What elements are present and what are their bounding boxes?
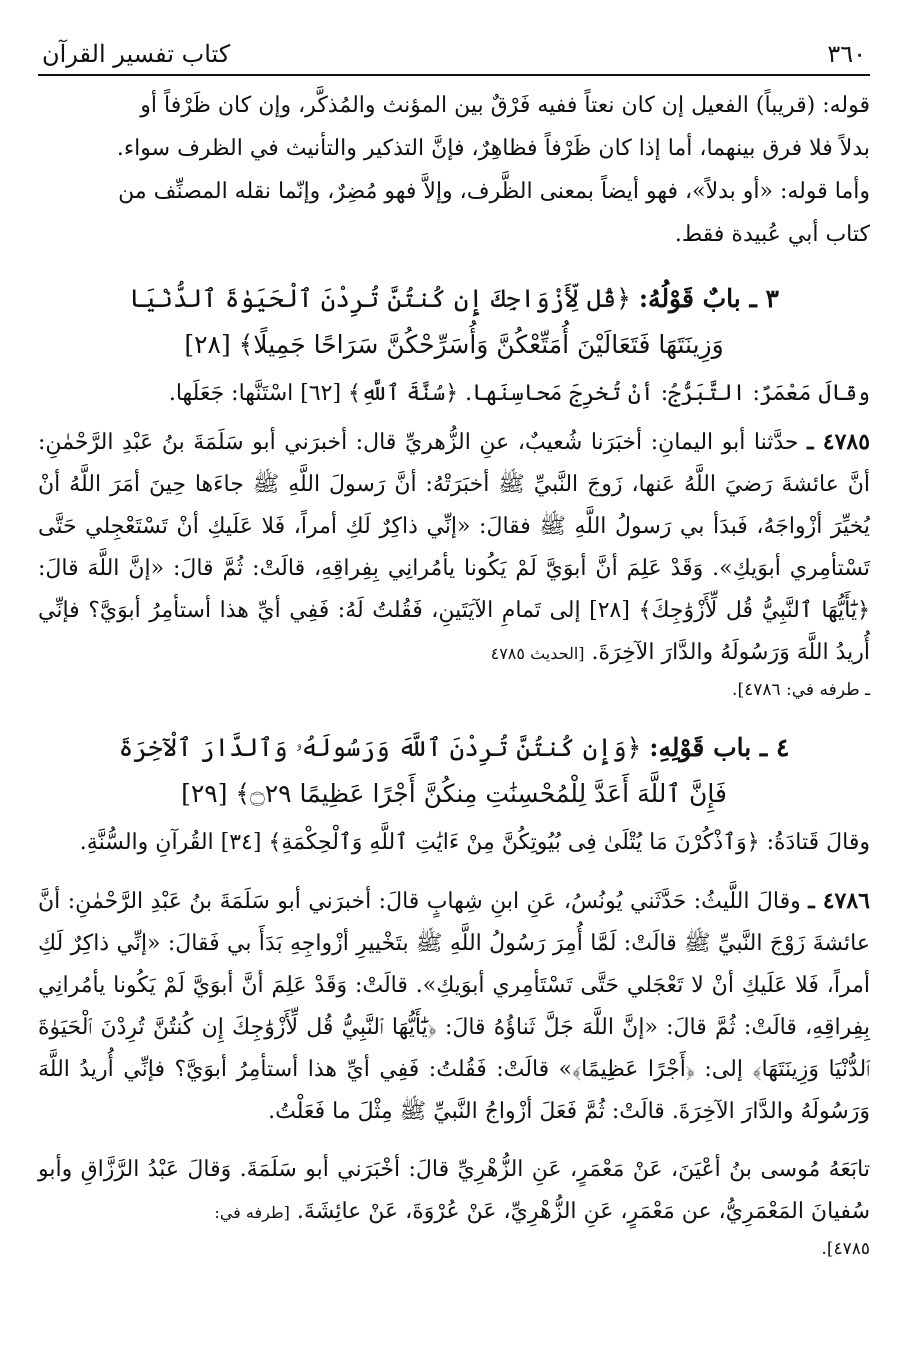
spacer xyxy=(38,1133,870,1143)
chapter-3-commentary: وقالَ مَعْمَرٌ: التَّبَرُّجُ: أنْ تُخرِجَ مَحاسِنَها. ﴿سُنَّةَ ٱللَّهِ﴾ [٦٢] اسْتَنَّها: جَعَلَها. xyxy=(168,381,870,406)
hadith-number: ٤٧٨٦ ـ xyxy=(808,888,870,914)
intro-line: قوله: (قريباً) الفعيل إن كان نعتاً ففيه فَرْقٌ بين المؤنث والمُذكَّر، وإن كان ظَرْفاً أو xyxy=(140,93,870,118)
cross-reference: ـ طرفه في: ٤٧٨٦]. xyxy=(732,680,870,700)
hadith-number: ٤٧٨٥ ـ xyxy=(807,429,871,455)
running-head xyxy=(38,40,870,74)
followup-note: [طرفه في: xyxy=(214,1203,290,1222)
chapter-4-commentary: وقالَ قَتادَةُ: ﴿وَٱذْكُرْنَ مَا يُتْلَىٰ فِى بُيُوتِكُنَّ مِنْ ءَايَٰتِ ٱللَّهِ وَٱلْحِكْمَةِ﴾ [٣٤] القُرآنِ والسُّنَّةِ. xyxy=(79,830,870,855)
chapter-4-title: ٤ ـ باب قَوْلِهِ: xyxy=(649,733,790,762)
hadith-4785 xyxy=(38,421,870,675)
hadith-text: وقالَ اللَّيثُ: حَدَّثَني يُونُسُ، عَنِ ابنِ شِهابٍ قالَ: أخبرَني أبو سَلَمَةَ بنُ عَبْدِ الرَّحْمٰنِ: أنَّ عائشةَ زَوْجَ النَّبيِّ ﷺ قالَتْ: لَمَّا أُمِرَ رَسُولُ اللَّهِ ﷺ بتَخْييرِ أزْواجِهِ بَدَأَ بي فَقالَ: «إنِّي ذاكِرٌ لَكِ أمراً، فَلا عَلَيكِ أنْ لا تَعْجَلي حَتَّى تَسْتَأمِري أبوَيكِ». قالَتْ: وَقَدْ عَلِمَ أنَّ أبوَيَّ لَمْ يَكُونا يأمُرانِي بِفِراقِهِ، قالَتْ: ثُمَّ قالَ: «إنَّ اللَّهَ جَلَّ ثَناؤُهُ قالَ: ﴿يَٰٓأَيُّهَا ٱلنَّبِيُّ قُل لِّأَزْوَٰجِكَ إِن كُنتُنَّ تُرِدْنَ ٱلْحَيَوٰةَ ٱلدُّنْيَا وَزِينَتَهَا﴾ إلى: ﴿أَجْرًا عَظِيمًا﴾» قالَتْ: فَقُلتُ: فَفِي أيِّ هذا أستأمِرُ أبوَيَّ؟ فإنِّي أُريدُ اللَّهَ وَرَسُولَهُ والدَّارَ الآخِرَةَ. قالَتْ: ثُمَّ فَعَلَ أزْواجُ النَّبيِّ ﷺ مِثْلَ ما فَعَلْتُ. xyxy=(38,889,870,1124)
book-title: كتاب تفسير القرآن xyxy=(42,40,231,68)
followup-text: تابَعَهُ مُوسى بنُ أعْيَنَ، عَنْ مَعْمَرٍ، عَنِ الزُّهْرِيِّ قالَ: أخْبَرَني أبو سَلَمَةَ. وَقالَ عَبْدُ الرَّزَّاقِ وأبو سُفيانَ المَعْمَرِيُّ، عن مَعْمَرٍ، عَنِ الزُّهْرِيِّ، عَنْ عُرْوَةَ، عَنْ عائِشَةَ. xyxy=(38,1157,870,1224)
page-number: ٣٦٠ xyxy=(827,40,866,68)
intro-line: بدلاً فلا فرق بينهما، أما إذا كان ظَرْفاً فظاهِرٌ، فإنَّ التذكير والتأنيث في الظرف سواء. xyxy=(116,136,870,161)
chapter-3-verse-line-2: وَزِينَتَهَا فَتَعَالَيْنَ أُمَتِّعْكُنَّ وَأُسَرِّحْكُنَّ سَرَاحًا جَمِيلًا﴾ [٢٨] xyxy=(184,330,724,359)
intro-line: وأما قوله: «أو بدلاً»، فهو أيضاً بمعنى الظَّرف، وإلاَّ فهو مُضِرٌ، وإنّما نقله المصنِّف من xyxy=(118,179,870,204)
chapter-4-verse-line-2: فَإِنَّ ٱللَّهَ أَعَدَّ لِلْمُحْسِنَٰتِ مِنكُنَّ أَجْرًا عَظِيمًا ۝٢٩﴾ [٢٩] xyxy=(181,779,727,808)
chapter-3-title: ٣ ـ بابٌ قَوْلُهُ: xyxy=(638,284,779,313)
chapter-3-verse-line-1: ﴿قُل لِّأَزْوَاجِكَ إِن كُنتُنَّ تُرِدْنَ ٱلْحَيَوٰةَ ٱلدُّنْيَا xyxy=(129,284,631,313)
chapter-4-verse-line-1: ﴿وَإِن كُنتُنَّ تُرِدْنَ ٱللَّهَ وَرَسُولَهُۥ وَٱلدَّارَ ٱلْآخِرَةَ xyxy=(118,733,642,762)
intro-paragraph xyxy=(38,84,870,256)
chapter-4-heading xyxy=(38,725,870,817)
followup-paragraph xyxy=(38,1149,870,1234)
followup-cross-reference: ٤٧٨٥]. xyxy=(821,1239,870,1259)
hadith-text: حدَّثنا أبو اليمانِ: أخبَرَنا شُعيبٌ، عنِ الزُّهريِّ قال: أخبرَني أبو سَلَمَةَ بنُ عَبْدِ الرَّحْمٰنِ: أنَّ عائشةَ رَضيَ اللَّهُ عَنها، زَوجَ النَّبيِّ ﷺ أخبَرَتْهُ: أنَّ رَسولَ اللَّهِ ﷺ جاءَها حِينَ أمَرَ اللَّهُ أنْ يُخيِّرَ أزْواجَهُ، فَبدَأ بي رَسولُ اللَّهِ ﷺ فقالَ: «إنِّي ذاكِرٌ لَكِ أمراً، فَلا عَلَيكِ أنْ تَسْتَعْجِلي حَتَّى تَسْتأمِري أبوَيكِ». وَقَدْ عَلِمَ أنَّ أبوَيَّ لَمْ يَكُونا يأمُرانِي بِفِراقِهِ، قالَتْ: ثُمَّ قالَ: «إنَّ اللَّهَ قالَ: ﴿يَٰٓأَيُّهَا ٱلنَّبِيُّ قُل لِّأَزْوَٰجِكَ﴾ [٢٨] إلى تَمامِ الآيَتَينِ، فَقُلتُ لَهُ: فَفِي أيِّ هذا أستأمِرُ أبوَيَّ؟ فإنِّي أُريدُ اللَّهَ وَرَسُولَهُ والدَّارَ الآخِرَةَ. xyxy=(38,430,871,665)
intro-line: كتاب أبي عُبيدة فقط. xyxy=(674,222,870,247)
hadith-4786 xyxy=(38,880,870,1133)
chapter-3-heading xyxy=(38,276,870,368)
hadith-note: [الحديث ٤٧٨٥ xyxy=(490,644,585,663)
header-rule xyxy=(38,74,870,76)
spacer xyxy=(38,864,870,874)
